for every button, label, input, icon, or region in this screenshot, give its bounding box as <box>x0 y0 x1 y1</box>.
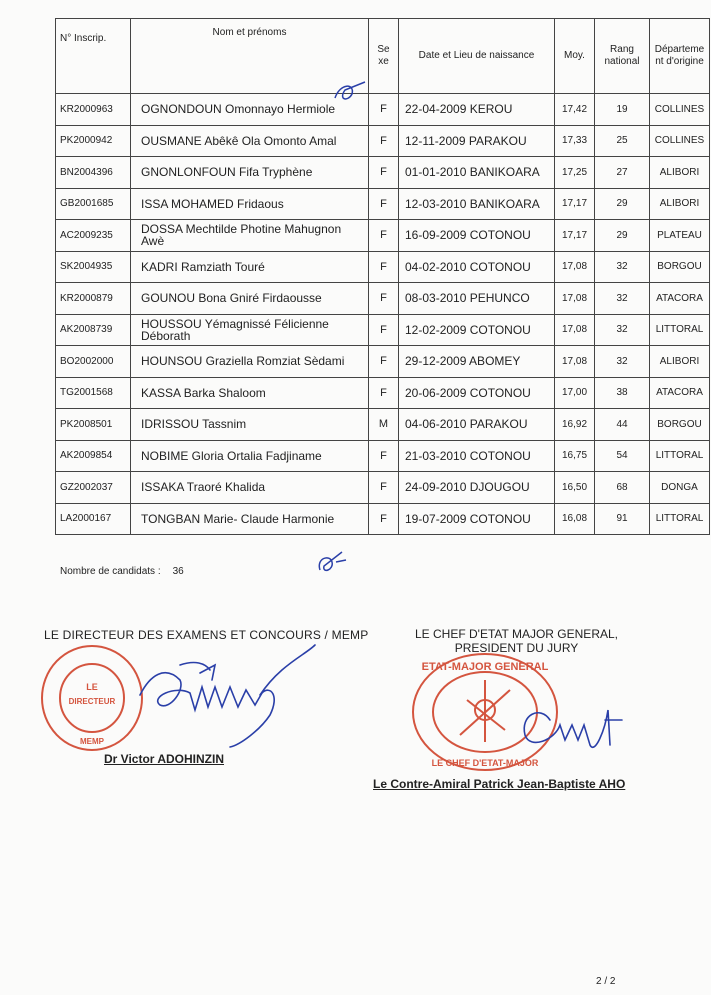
svg-text:LE: LE <box>86 682 98 692</box>
cell-departement: ALIBORI <box>650 157 710 189</box>
table-header-row <box>56 19 710 94</box>
page-number: 2 / 2 <box>596 976 616 987</box>
cell-inscription: GB2001685 <box>56 188 131 220</box>
header-rang: Rang national <box>595 19 650 94</box>
initials-mark-top <box>330 78 370 106</box>
cell-sexe: F <box>369 503 399 535</box>
cell-moyenne: 17,17 <box>555 220 595 252</box>
header-sexe: Se xe <box>369 19 399 94</box>
cell-moyenne: 16,50 <box>555 472 595 504</box>
cell-departement: ALIBORI <box>650 346 710 378</box>
cell-rang: 68 <box>595 472 650 504</box>
table-row <box>56 314 710 346</box>
cell-moyenne: 17,08 <box>555 314 595 346</box>
table-row <box>56 503 710 535</box>
cell-naissance: 12-11-2009 PARAKOU <box>399 125 555 157</box>
cell-rang: 29 <box>595 220 650 252</box>
cell-nom: GNONLONFOUN Fifa Tryphène <box>131 157 369 189</box>
cell-nom: TONGBAN Marie- Claude Harmonie <box>131 503 369 535</box>
cell-sexe: F <box>369 377 399 409</box>
cell-naissance: 20-06-2009 COTONOU <box>399 377 555 409</box>
cell-rang: 54 <box>595 440 650 472</box>
cell-nom: ISSAKA Traoré Khalida <box>131 472 369 504</box>
cell-moyenne: 16,08 <box>555 503 595 535</box>
cell-rang: 19 <box>595 94 650 126</box>
cell-sexe: F <box>369 125 399 157</box>
cell-departement: BORGOU <box>650 251 710 283</box>
cell-rang: 25 <box>595 125 650 157</box>
table-row <box>56 283 710 315</box>
cell-rang: 32 <box>595 314 650 346</box>
cell-sexe: F <box>369 188 399 220</box>
cell-departement: BORGOU <box>650 409 710 441</box>
cell-moyenne: 17,17 <box>555 188 595 220</box>
initials-mark-bottom <box>312 548 352 578</box>
results-table <box>55 18 710 535</box>
cell-rang: 32 <box>595 346 650 378</box>
cell-inscription: LA2000167 <box>56 503 131 535</box>
left-signatory-title: LE DIRECTEUR DES EXAMENS ET CONCOURS / MEMP <box>44 628 369 642</box>
svg-text:LE CHEF D'ETAT-MAJOR: LE CHEF D'ETAT-MAJOR <box>431 758 539 768</box>
cell-nom: HOUSSOU Yémagnissé Félicienne Déborath <box>131 314 369 346</box>
cell-inscription: SK2004935 <box>56 251 131 283</box>
right-title-line-2: PRESIDENT DU JURY <box>454 641 579 655</box>
cell-nom: OUSMANE Abêkê Ola Omonto Amal <box>131 125 369 157</box>
left-handwritten-signature <box>120 635 330 750</box>
cell-departement: LITTORAL <box>650 440 710 472</box>
cell-inscription: GZ2002037 <box>56 472 131 504</box>
cell-nom: GOUNOU Bona Gniré Firdaousse <box>131 283 369 315</box>
cell-naissance: 04-02-2010 COTONOU <box>399 251 555 283</box>
header-naissance: Date et Lieu de naissance <box>399 19 555 94</box>
table-row <box>56 440 710 472</box>
cell-inscription: KR2000879 <box>56 283 131 315</box>
cell-sexe: M <box>369 409 399 441</box>
cell-departement: ALIBORI <box>650 188 710 220</box>
cell-naissance: 12-02-2009 COTONOU <box>399 314 555 346</box>
cell-rang: 29 <box>595 188 650 220</box>
cell-inscription: PK2008501 <box>56 409 131 441</box>
cell-rang: 27 <box>595 157 650 189</box>
cell-sexe: F <box>369 314 399 346</box>
cell-inscription: KR2000963 <box>56 94 131 126</box>
header-departement: Départeme nt d'origine <box>650 19 710 94</box>
table-row <box>56 472 710 504</box>
cell-sexe: F <box>369 220 399 252</box>
candidate-count-label: Nombre de candidats : <box>60 566 161 577</box>
cell-departement: COLLINES <box>650 125 710 157</box>
cell-departement: PLATEAU <box>650 220 710 252</box>
cell-naissance: 22-04-2009 KEROU <box>399 94 555 126</box>
cell-naissance: 29-12-2009 ABOMEY <box>399 346 555 378</box>
table-row <box>56 220 710 252</box>
cell-moyenne: 17,33 <box>555 125 595 157</box>
cell-naissance: 24-09-2010 DJOUGOU <box>399 472 555 504</box>
cell-sexe: F <box>369 94 399 126</box>
cell-inscription: TG2001568 <box>56 377 131 409</box>
cell-naissance: 01-01-2010 BANIKOARA <box>399 157 555 189</box>
candidate-count <box>60 566 184 577</box>
cell-departement: ATACORA <box>650 283 710 315</box>
cell-inscription: BO2002000 <box>56 346 131 378</box>
header-moyenne: Moy. <box>555 19 595 94</box>
cell-inscription: AC2009235 <box>56 220 131 252</box>
header-nom: Nom et prénoms <box>131 19 369 94</box>
cell-nom: HOUNSOU Graziella Romziat Sèdami <box>131 346 369 378</box>
cell-nom: DOSSA Mechtilde Photine Mahugnon Awè <box>131 220 369 252</box>
cell-moyenne: 17,42 <box>555 94 595 126</box>
cell-moyenne: 17,08 <box>555 346 595 378</box>
cell-sexe: F <box>369 472 399 504</box>
cell-nom: NOBIME Gloria Ortalia Fadjiname <box>131 440 369 472</box>
cell-sexe: F <box>369 283 399 315</box>
cell-departement: LITTORAL <box>650 503 710 535</box>
cell-sexe: F <box>369 251 399 283</box>
cell-sexe: F <box>369 346 399 378</box>
cell-nom: KASSA Barka Shaloom <box>131 377 369 409</box>
table-row <box>56 409 710 441</box>
cell-naissance: 16-09-2009 COTONOU <box>399 220 555 252</box>
cell-rang: 32 <box>595 283 650 315</box>
header-inscription: N° Inscrip. <box>56 19 131 94</box>
cell-inscription: AK2009854 <box>56 440 131 472</box>
cell-nom: OGNONDOUN Omonnayo Hermiole <box>131 94 369 126</box>
cell-naissance: 19-07-2009 COTONOU <box>399 503 555 535</box>
svg-text:ETAT-MAJOR GENERAL: ETAT-MAJOR GENERAL <box>421 661 549 673</box>
cell-nom: IDRISSOU Tassnim <box>131 409 369 441</box>
cell-nom: ISSA MOHAMED Fridaous <box>131 188 369 220</box>
table-body <box>56 94 710 535</box>
cell-inscription: PK2000942 <box>56 125 131 157</box>
cell-moyenne: 16,92 <box>555 409 595 441</box>
svg-text:DIRECTEUR: DIRECTEUR <box>68 697 116 706</box>
cell-sexe: F <box>369 157 399 189</box>
cell-naissance: 04-06-2010 PARAKOU <box>399 409 555 441</box>
right-signatory-name: Le Contre-Amiral Patrick Jean-Baptiste AHO <box>373 777 626 791</box>
cell-naissance: 08-03-2010 PEHUNCO <box>399 283 555 315</box>
cell-nom: KADRI Ramziath Touré <box>131 251 369 283</box>
table-row <box>56 125 710 157</box>
right-handwritten-signature <box>510 690 630 765</box>
cell-moyenne: 17,00 <box>555 377 595 409</box>
candidate-count-value: 36 <box>172 566 184 577</box>
table-row <box>56 94 710 126</box>
cell-inscription: BN2004396 <box>56 157 131 189</box>
cell-inscription: AK2008739 <box>56 314 131 346</box>
table-row <box>56 377 710 409</box>
cell-naissance: 21-03-2010 COTONOU <box>399 440 555 472</box>
cell-naissance: 12-03-2010 BANIKOARA <box>399 188 555 220</box>
cell-departement: DONGA <box>650 472 710 504</box>
cell-sexe: F <box>369 440 399 472</box>
cell-moyenne: 16,75 <box>555 440 595 472</box>
cell-moyenne: 17,08 <box>555 251 595 283</box>
cell-moyenne: 17,25 <box>555 157 595 189</box>
table-row <box>56 251 710 283</box>
cell-departement: ATACORA <box>650 377 710 409</box>
cell-departement: COLLINES <box>650 94 710 126</box>
left-signatory-name: Dr Victor ADOHINZIN <box>104 752 225 766</box>
cell-departement: LITTORAL <box>650 314 710 346</box>
cell-moyenne: 17,08 <box>555 283 595 315</box>
cell-rang: 44 <box>595 409 650 441</box>
cell-rang: 32 <box>595 251 650 283</box>
table-row <box>56 157 710 189</box>
cell-rang: 91 <box>595 503 650 535</box>
cell-rang: 38 <box>595 377 650 409</box>
table-row <box>56 188 710 220</box>
svg-text:MEMP: MEMP <box>80 737 104 746</box>
table-row <box>56 346 710 378</box>
right-title-line-1: LE CHEF D'ETAT MAJOR GENERAL, <box>415 627 618 641</box>
